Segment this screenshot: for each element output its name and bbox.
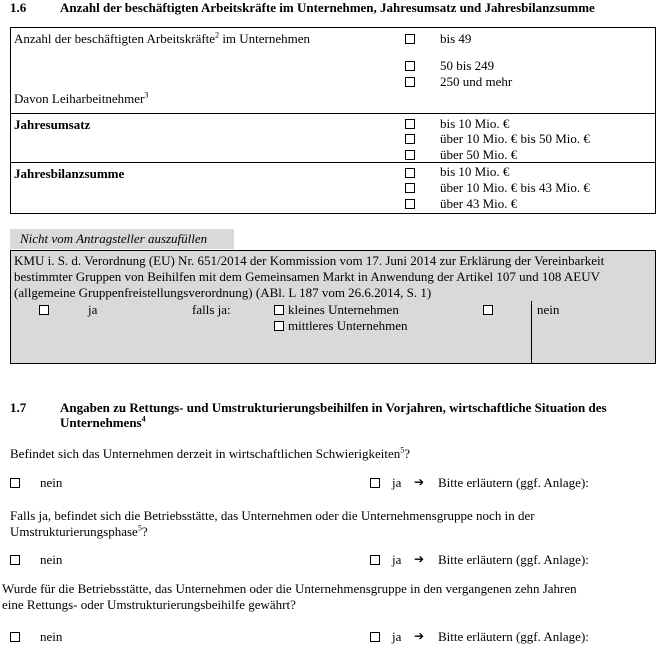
question-prior-aid-line-1: Wurde für die Betriebsstätte, das Unternehmen oder die Unternehmensgruppe in den vergangenen zehn Jahren xyxy=(2,581,577,596)
employees-checkbox-1[interactable] xyxy=(405,34,415,44)
question-difficulties: Befindet sich das Unternehmen derzeit in wirtschaftlichen Schwierigkeiten$^5$? xyxy=(10,445,411,461)
question-restructuring-line-2: Umstrukturierungsphase$^5$? xyxy=(10,523,148,539)
q2-no-checkbox[interactable] xyxy=(10,555,20,565)
turnover-checkbox-3[interactable] xyxy=(405,150,415,160)
q3-yes-checkbox[interactable] xyxy=(370,632,380,642)
kmu-no-checkbox[interactable] xyxy=(483,305,493,315)
q2-explain-label: Bitte erläutern (ggf. Anlage): xyxy=(438,552,589,567)
official-use-label: Nicht vom Antragsteller auszufüllen xyxy=(20,231,208,246)
if-yes-label: falls ja: xyxy=(192,302,231,317)
regulation-text-line-3: (allgemeine Gruppenfreistellungsverordnung) (ABl. L 187 vom 26.6.2014, S. 1) xyxy=(14,285,432,300)
balance-option-2: über 10 Mio. € bis 43 Mio. € xyxy=(440,180,590,195)
balance-checkbox-3[interactable] xyxy=(405,199,415,209)
arrow-right-icon: ➔ xyxy=(414,475,425,489)
q3-no-label: nein xyxy=(40,629,63,644)
balance-checkbox-2[interactable] xyxy=(405,183,415,193)
regulation-text-line-1: KMU i. S. d. Verordnung (EU) Nr. 651/2014 der Kommission vom 17. Juni 2014 zur Erklärung der Vereinbarkeit xyxy=(14,253,605,268)
section-number: 1.6 xyxy=(10,0,27,15)
section-title-line-1: Angaben zu Rettungs- und Umstrukturierungsbeihilfen in Vorjahren, wirtschaftliche Situation des xyxy=(60,400,607,415)
turnover-option-1: bis 10 Mio. € xyxy=(440,116,510,131)
kmu-yes-label: ja xyxy=(88,302,98,317)
q1-explain-label: Bitte erläutern (ggf. Anlage): xyxy=(438,475,589,490)
q2-no-label: nein xyxy=(40,552,63,567)
section-title: Anzahl der beschäftigten Arbeitskräfte im Unternehmen, Jahresumsatz und Jahresbilanzsumme xyxy=(60,0,595,15)
column-divider xyxy=(531,301,532,364)
turnover-option-3: über 50 Mio. € xyxy=(440,147,518,162)
balance-option-1: bis 10 Mio. € xyxy=(440,164,510,179)
balance-option-3: über 43 Mio. € xyxy=(440,196,518,211)
question-prior-aid-line-2: eine Rettungs- oder Umstrukturierungsbeihilfe gewährt? xyxy=(2,597,296,612)
employees-option-1: bis 49 xyxy=(440,31,472,46)
q3-explain-label: Bitte erläutern (ggf. Anlage): xyxy=(438,629,589,644)
q1-no-label: nein xyxy=(40,475,63,490)
question-restructuring-line-1: Falls ja, befindet sich die Betriebsstätte, das Unternehmen oder die Unternehmensgruppe noch in der xyxy=(10,508,535,523)
arrow-right-icon: ➔ xyxy=(414,629,425,643)
q3-no-checkbox[interactable] xyxy=(10,632,20,642)
kmu-no-label: nein xyxy=(537,302,560,317)
regulation-text-line-2: bestimmter Gruppen von Beihilfen mit dem Gemeinsamen Markt in Anwendung der Artikel 107 und 108 AEUV xyxy=(14,269,600,284)
q2-yes-checkbox[interactable] xyxy=(370,555,380,565)
row-divider xyxy=(10,162,656,163)
employees-option-3: 250 und mehr xyxy=(440,74,513,89)
turnover-checkbox-2[interactable] xyxy=(405,134,415,144)
q1-no-checkbox[interactable] xyxy=(10,478,20,488)
section-number: 1.7 xyxy=(10,400,27,415)
arrow-right-icon: ➔ xyxy=(414,552,425,566)
q1-yes-label: ja xyxy=(392,475,402,490)
temp-workers-label: Davon Leiharbeitnehmer$^3$ xyxy=(14,90,149,106)
kmu-yes-checkbox[interactable] xyxy=(39,305,49,315)
q1-yes-checkbox[interactable] xyxy=(370,478,380,488)
section-title-line-2: Unternehmens$^4$ xyxy=(60,414,146,430)
medium-company-checkbox[interactable] xyxy=(274,321,284,331)
medium-company-label: mittleres Unternehmen xyxy=(288,318,408,333)
employees-checkbox-3[interactable] xyxy=(405,77,415,87)
turnover-label: Jahresumsatz xyxy=(14,117,91,132)
turnover-option-2: über 10 Mio. € bis 50 Mio. € xyxy=(440,131,590,146)
row-divider xyxy=(10,113,656,114)
balance-label: Jahresbilanzsumme xyxy=(14,166,125,181)
employees-label: Anzahl der beschäftigten Arbeitskräfte$^2$ im Unternehmen xyxy=(14,30,311,46)
small-company-label: kleines Unternehmen xyxy=(288,302,399,317)
balance-checkbox-1[interactable] xyxy=(405,168,415,178)
q2-yes-label: ja xyxy=(392,552,402,567)
turnover-checkbox-1[interactable] xyxy=(405,119,415,129)
employees-checkbox-2[interactable] xyxy=(405,61,415,71)
q3-yes-label: ja xyxy=(392,629,402,644)
small-company-checkbox[interactable] xyxy=(274,305,284,315)
employees-option-2: 50 bis 249 xyxy=(440,58,495,73)
